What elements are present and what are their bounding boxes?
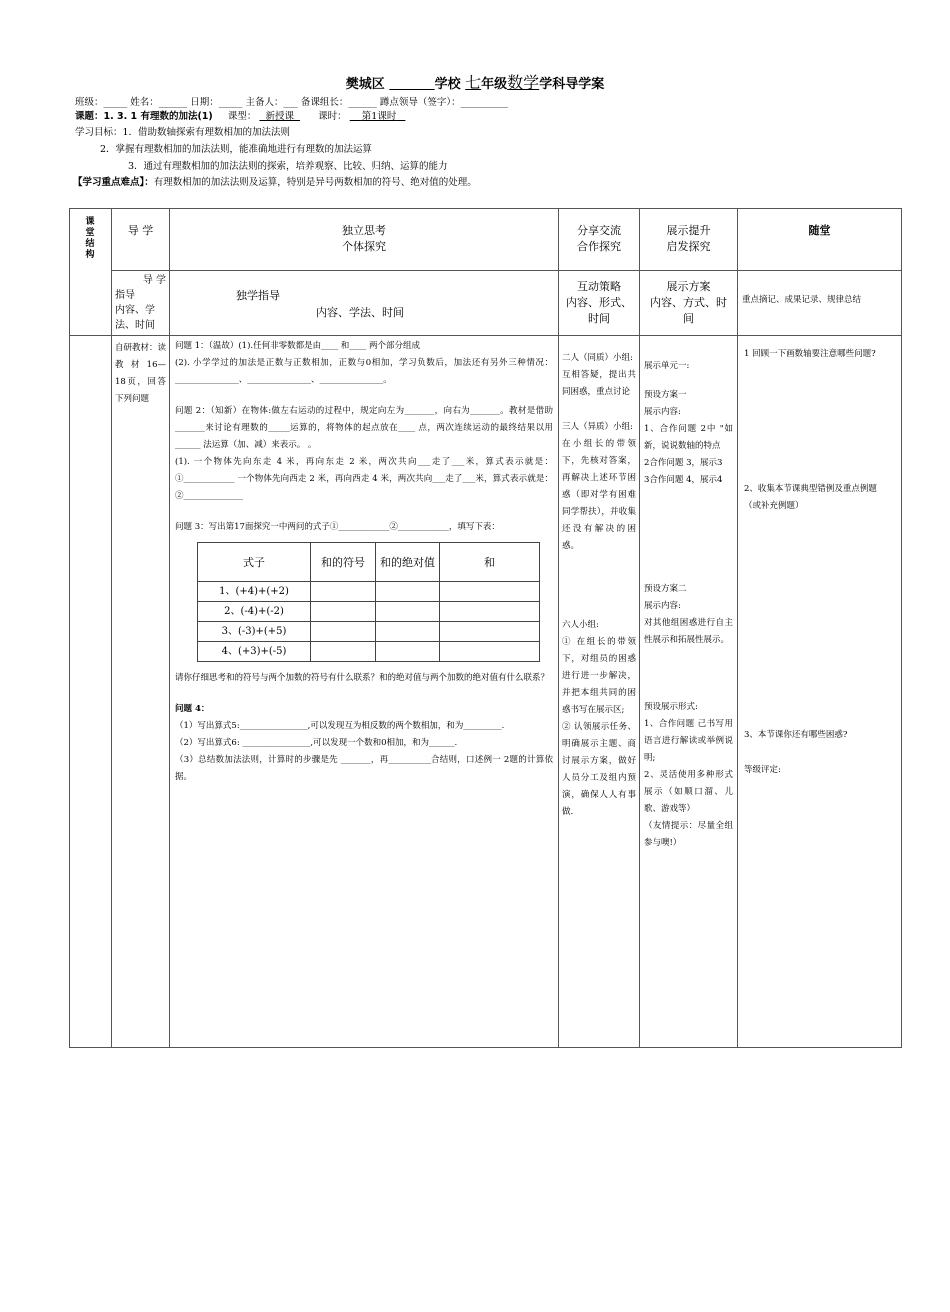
question-4-1: （1）写出算式5:________________,可以发现互为相反数的两个数相加，和为_________. bbox=[175, 721, 505, 731]
triad-group-text: 在小组长的带领下，先核对答案，再解决上述环节困惑（即对学有困难同学帮扶），并收集还没有解决的困惑。 bbox=[562, 439, 636, 551]
structure-header bbox=[70, 209, 112, 336]
show-plan-1-item-1: 1、合作问题 2中 "如新，说说数轴的特点 bbox=[644, 424, 733, 451]
table-cell-blank[interactable] bbox=[311, 622, 376, 642]
question-2b: (1). 一个物体先向东走 4 米，再向东走 2 米，两次共向___走了___米，算式表示就是：①____________ 一个物体先向西走 2 米，再向西走 4 米，两次共向___走了___米，算式表示就是：②______________ bbox=[175, 457, 553, 501]
share-sub-2: 内容、形式、 bbox=[566, 296, 632, 309]
notes-header: 随堂 bbox=[738, 209, 902, 271]
six-group-step-1: ① 在组长的带领下，对组员的困惑进行进一步解决，并把本组共同的困惑书写在展示区; bbox=[562, 637, 636, 715]
table-cell-blank[interactable] bbox=[376, 622, 440, 642]
guide-sub-3: 内容、学 bbox=[115, 305, 155, 316]
show-form-1: 1、合作问题 己书写用语言进行解读或举例说明; bbox=[644, 719, 733, 763]
note-4: 等级评定: bbox=[744, 765, 781, 775]
show-plan-1: 预设方案一 bbox=[644, 390, 687, 400]
table-row bbox=[198, 622, 540, 642]
guide-body: 自研教材：读 教 材 16—18页，回答下列问题 bbox=[112, 336, 170, 1048]
independent-header-2: 个体探究 bbox=[342, 240, 386, 253]
title-subject: 数学 bbox=[507, 73, 540, 92]
question-2a: 问题 2：（知新）在物体:做左右运动的过程中，规定向左为_______，向右为_______。教材是借助_______来讨论有理数的_____运算的，将物体的起点放在____ 点，两次连续运动的最终结果以用______ 法运算（加、减）来表示。 。 bbox=[175, 406, 553, 450]
sum-table bbox=[197, 542, 540, 662]
table-cell-blank[interactable] bbox=[440, 602, 540, 622]
note-2-sub: （或补充例题） bbox=[744, 501, 804, 511]
sum-table-head-sign: 和的符号 bbox=[311, 543, 376, 582]
show-form-title: 预设展示形式: bbox=[644, 702, 698, 712]
show-header bbox=[640, 209, 738, 271]
notes-body bbox=[738, 336, 902, 1048]
table-cell-blank[interactable] bbox=[376, 602, 440, 622]
table-cell-blank[interactable] bbox=[440, 582, 540, 602]
show-plan-1-item-3: 3合作问题 4，展示4 bbox=[644, 475, 723, 485]
questions-body bbox=[170, 336, 559, 1048]
table-cell-blank[interactable] bbox=[440, 642, 540, 662]
show-unit: 展示单元一: bbox=[644, 361, 690, 371]
table-cell-blank[interactable] bbox=[376, 582, 440, 602]
table-row-expr: 4、(+3)+(-5) bbox=[198, 642, 311, 662]
table-row-expr: 1、(+4)+(+2) bbox=[198, 582, 311, 602]
notes-subheader: 重点摘记、成果记录、规律总结 bbox=[738, 271, 902, 336]
title-grade: 七 bbox=[465, 73, 482, 92]
note-3: 3、本节课你还有哪些困惑? bbox=[744, 730, 848, 740]
header-row bbox=[70, 209, 902, 271]
period-value-text: 第1课时 bbox=[361, 111, 397, 122]
show-header-2: 启发探究 bbox=[666, 240, 711, 253]
show-body bbox=[640, 336, 738, 1048]
structure-label: 课堂结构 bbox=[85, 217, 95, 260]
show-form-2: 2、灵活使用多种形式展示（如顺口溜、儿歌、游戏等） bbox=[644, 770, 733, 814]
independent-header-1: 独立思考 bbox=[342, 224, 386, 237]
share-subheader bbox=[559, 271, 640, 336]
structure-body bbox=[70, 336, 112, 1048]
show-plan-2-content: 展示内容: bbox=[644, 601, 681, 611]
show-plan-1-content: 展示内容: bbox=[644, 407, 681, 417]
keypoint-label: 【学习重点难点】： bbox=[73, 177, 154, 188]
info-line: 班级：_____ 姓名：______ 日期：_____ 主备人：___ 备课组长：______ 蹲点领导（签字）：__________ bbox=[75, 97, 509, 108]
table-row bbox=[198, 582, 540, 602]
guide-sub-4: 法、时间 bbox=[115, 320, 155, 331]
table-cell-blank[interactable] bbox=[440, 622, 540, 642]
period-label: 课时： bbox=[318, 111, 347, 122]
show-sub-1: 展示方案 bbox=[666, 280, 711, 293]
type-label: 课型： bbox=[227, 111, 257, 122]
independent-subheader bbox=[170, 271, 559, 336]
content-row bbox=[70, 336, 902, 1048]
table-row bbox=[198, 642, 540, 662]
note-1: 1 回顾一下画数轴要注意哪些问题? bbox=[744, 349, 876, 359]
subheader-row bbox=[70, 271, 902, 336]
show-header-1: 展示提升 bbox=[666, 224, 711, 237]
lesson-table bbox=[69, 208, 902, 1048]
topic-label: 课题：1. 3. 1 有理数的加法(1) bbox=[75, 111, 213, 122]
table-cell-blank[interactable] bbox=[311, 602, 376, 622]
show-sub-2: 内容、方式、时 bbox=[650, 296, 727, 309]
show-form-3: （友情提示：尽量全组参与噢!） bbox=[644, 821, 733, 848]
show-sub-3: 间 bbox=[683, 312, 694, 325]
page-title bbox=[0, 70, 950, 93]
guide-sub-2: 指导 bbox=[115, 290, 135, 301]
independent-header bbox=[170, 209, 559, 271]
share-sub-1: 互动策略 bbox=[577, 280, 621, 293]
six-group-title: 六人小组: bbox=[562, 620, 599, 630]
question-3-followup: 请你仔细思考和的符号与两个加数的符号有什么联系？和的绝对值与两个加数的绝对值有什么联系？ bbox=[175, 673, 550, 683]
question-3: 问题 3：写出第17面探究一中两问的式子①____________②____________，填写下表： bbox=[175, 522, 500, 532]
show-plan-1-item-2: 2合作问题 3，展示3 bbox=[644, 458, 723, 468]
period-value bbox=[350, 111, 406, 122]
show-plan-2: 预设方案二 bbox=[644, 584, 687, 594]
table-cell-blank[interactable] bbox=[311, 642, 376, 662]
title-subject-suffix: 学科导学案 bbox=[539, 77, 605, 92]
indep-sub-1: 独学指导 bbox=[236, 289, 280, 302]
table-row-expr: 2、(-4)+(-2) bbox=[198, 602, 311, 622]
share-body bbox=[559, 336, 640, 1048]
title-school-blank bbox=[389, 77, 434, 92]
share-header-2: 合作探究 bbox=[577, 240, 621, 253]
triad-group-title: 三人（异质）小组: bbox=[562, 422, 633, 432]
question-1b: (2). 小学学过的加法是正数与正数相加，正数与0相加，学习负数后，加法还有另外三种情况：_______________、_______________、_______________。 bbox=[175, 358, 553, 385]
goal-1: 学习目标：1．借助数轴探索有理数相加的加法法则 bbox=[75, 127, 291, 138]
guide-header: 导 学 bbox=[112, 209, 170, 271]
table-cell-blank[interactable] bbox=[311, 582, 376, 602]
pair-group-text: 互相答疑，提出共同困惑，重点讨论 bbox=[562, 370, 636, 397]
question-4-2: （2）写出算式6: ________________,可以发现一个数和0相加，和为______. bbox=[175, 738, 458, 748]
type-value bbox=[259, 111, 300, 122]
title-grade-suffix: 年级 bbox=[481, 77, 508, 92]
keypoint-text: 有理数相加的加法法则及运算，特别是异号两数相加的符号、绝对值的处理。 bbox=[153, 177, 477, 188]
title-district: 樊城区 bbox=[345, 77, 385, 92]
share-header-1: 分享交流 bbox=[577, 224, 621, 237]
share-header bbox=[559, 209, 640, 271]
indep-sub-2: 内容、学法、时间 bbox=[316, 306, 404, 319]
question-1a: 问题 1：（温故）(1).任何非零数都是由____ 和____ 两个部分组成 bbox=[175, 341, 421, 351]
sum-table-header bbox=[198, 543, 540, 582]
table-row-expr: 3、(-3)+(+5) bbox=[198, 622, 311, 642]
sum-table-head-sum: 和 bbox=[440, 543, 540, 582]
sum-table-head-abs: 和的绝对值 bbox=[376, 543, 440, 582]
question-4-3: （3）总结数加法法则，计算时的步骤是先 _______，再__________合结则，口述例一 2题的计算依据。 bbox=[175, 755, 553, 782]
six-group-step-2: ② 认领展示任务、明确展示主题、商讨展示方案，做好人员分工及组内预演，确保人人有事做. bbox=[562, 722, 636, 817]
table-cell-blank[interactable] bbox=[376, 642, 440, 662]
share-sub-3: 时间 bbox=[588, 312, 610, 325]
note-2: 2、收集本节课典型错例及重点例题 bbox=[744, 484, 877, 494]
title-school: 学校 bbox=[434, 77, 461, 92]
goal-2: 2．掌握有理数相加的加法法则，能准确地进行有理数的加法运算 bbox=[100, 144, 373, 155]
sum-table-head-expr: 式子 bbox=[198, 543, 311, 582]
question-4-label: 问题 4： bbox=[175, 704, 210, 714]
type-value-text: 新授课 bbox=[265, 111, 294, 122]
guide-subheader bbox=[112, 271, 170, 336]
goal-3: 3．通过有理数相加的加法法则的探索，培养观察、比较、归纳、运算的能力 bbox=[128, 161, 448, 172]
show-subheader bbox=[640, 271, 738, 336]
topic-line bbox=[75, 110, 405, 124]
table-row bbox=[198, 602, 540, 622]
keypoint-line bbox=[73, 176, 477, 190]
show-plan-2-text: 对其他组困惑进行自主性展示和拓展性展示。 bbox=[644, 618, 733, 645]
guide-sub-1: 导 学 bbox=[142, 275, 166, 286]
pair-group-title: 二人（同质）小组: bbox=[562, 353, 633, 363]
